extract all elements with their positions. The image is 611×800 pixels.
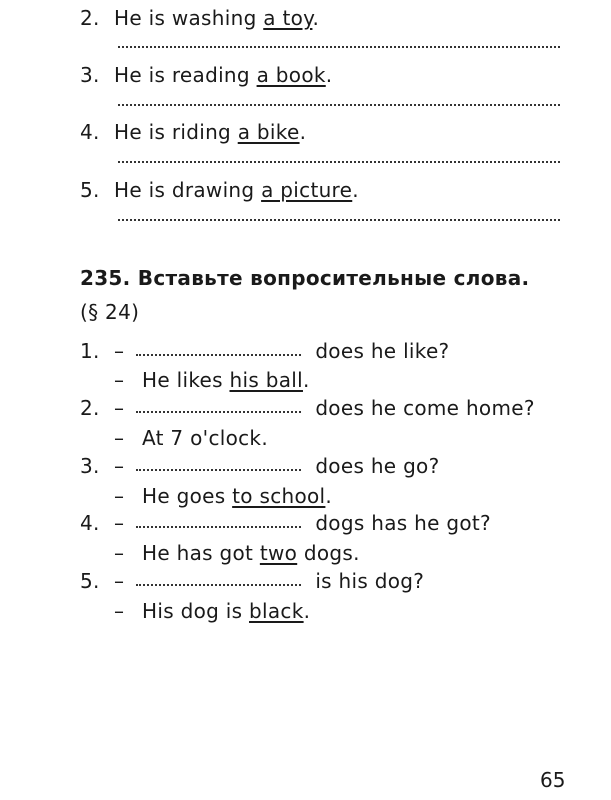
sentence-5: 5. He is drawing a picture. — [80, 178, 359, 202]
sentence-text: He is washing — [114, 6, 257, 30]
answer-blank[interactable] — [136, 469, 301, 471]
answer-4: – He has got two dogs. — [114, 541, 360, 565]
underlined-word: his ball — [229, 368, 303, 392]
answer-line[interactable] — [118, 219, 560, 221]
answer-2: – At 7 o'clock. — [114, 426, 268, 450]
underlined-object: a toy — [263, 6, 313, 30]
underlined-word: two — [259, 541, 298, 565]
exercise-reference: (§ 24) — [80, 300, 140, 324]
sentence-text: He is drawing — [114, 178, 255, 202]
exercise-title: 235. Вставьте вопросительные слова. — [80, 266, 530, 290]
question-4: 4. – dogs has he got? — [80, 511, 491, 535]
question-text: does he go? — [315, 454, 440, 478]
item-number: 3. — [80, 454, 100, 478]
item-number: 5. — [80, 569, 100, 593]
answer-1: – He likes his ball. — [114, 368, 310, 392]
underlined-word: black — [249, 599, 304, 623]
item-number: 2. — [80, 396, 100, 420]
answer-line[interactable] — [118, 161, 560, 163]
underlined-object: a bike — [237, 120, 300, 144]
underlined-object: a picture — [261, 178, 353, 202]
answer-5: – His dog is black. — [114, 599, 311, 623]
question-3: 3. – does he go? — [80, 454, 440, 478]
item-number: 5. — [80, 178, 100, 202]
sentence-text: He is riding — [114, 120, 232, 144]
item-number: 2. — [80, 6, 100, 30]
question-text: dogs has he got? — [315, 511, 491, 535]
item-number: 1. — [80, 339, 100, 363]
question-2: 2. – does he come home? — [80, 396, 535, 420]
question-1: 1. – does he like? — [80, 339, 450, 363]
answer-blank[interactable] — [136, 354, 301, 356]
sentence-4: 4. He is riding a bike. — [80, 120, 307, 144]
item-number: 4. — [80, 120, 100, 144]
answer-line[interactable] — [118, 46, 560, 48]
sentence-text: He is reading — [114, 63, 250, 87]
page-number: 65 — [540, 768, 566, 792]
item-number: 3. — [80, 63, 100, 87]
answer-blank[interactable] — [136, 411, 301, 413]
answer-blank[interactable] — [136, 584, 301, 586]
underlined-object: a book — [256, 63, 326, 87]
sentence-2: 2. He is washing a toy. — [80, 6, 320, 30]
answer-line[interactable] — [118, 104, 560, 106]
item-number: 4. — [80, 511, 100, 535]
sentence-3: 3. He is reading a book. — [80, 63, 333, 87]
question-text: does he like? — [315, 339, 450, 363]
question-5: 5. – is his dog? — [80, 569, 425, 593]
underlined-word: to school — [232, 484, 326, 508]
answer-3: – He goes to school. — [114, 484, 333, 508]
answer-blank[interactable] — [136, 526, 301, 528]
question-text: does he come home? — [315, 396, 535, 420]
question-text: is his dog? — [315, 569, 425, 593]
